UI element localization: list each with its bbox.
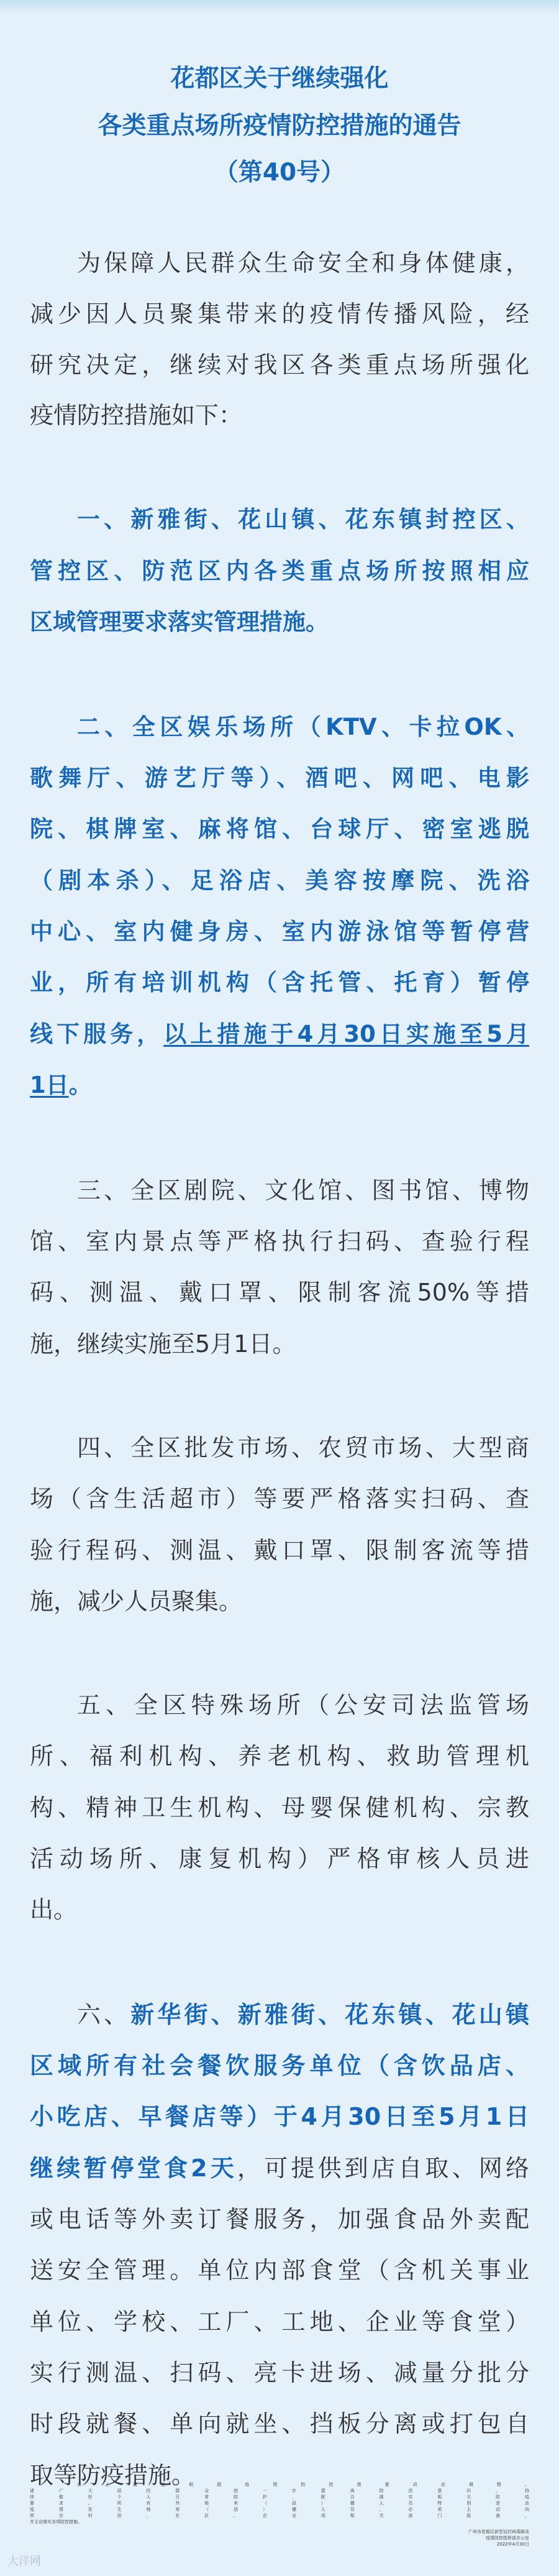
item-6-line: 小吃店、早餐店等）于4月30日至5月1日 xyxy=(30,2103,529,2130)
closing-line: 所在村居、社区、企业或相关部门报备， xyxy=(30,2513,529,2518)
closing-line: 并主动落实各项防控措施。 xyxy=(30,2519,82,2524)
item-3-line: 三、全区剧院、文化馆、图书馆、博物 xyxy=(77,1177,529,1204)
item-1-line: 管控区、防范区内各类重点场所按照相应 xyxy=(30,558,529,584)
item-1-line: 区域管理要求落实管理措施。 xyxy=(30,609,329,635)
intro-line: 减少因人员聚集带来的疫情传播风险，经 xyxy=(30,300,529,328)
item-6-line xyxy=(77,2003,529,2026)
title-line-3: （第40号） xyxy=(214,159,345,186)
item-5-line: 活动场所、康复机构）严格审核人员进 xyxy=(30,1845,529,1872)
item-5-line: 构、精神卫生机构、母婴保健机构、宗教 xyxy=(30,1794,529,1821)
item-2-line: 二、全区娱乐场所（KTV、卡拉OK、 xyxy=(77,714,529,740)
item-2-line-8-end: 。 xyxy=(68,1072,92,1098)
item-2-line-7-plain: 线下服务， xyxy=(30,1021,164,1047)
item-6-suspend-text: 继续暂停堂食2天 xyxy=(30,2155,238,2182)
item-6-line: 或电话等外卖订餐服务，加强食品外卖配 xyxy=(30,2206,529,2233)
item-6-line: 时段就餐、单向就坐、挡板分离或打包自 xyxy=(30,2410,529,2437)
title-line-2: 各类重点场所疫情防控措施的通告 xyxy=(98,112,461,140)
item-2-line: 中心、室内健身房、室内游泳馆等暂停营 xyxy=(30,918,529,945)
item-2-line: 业，所有培训机构（含托管、托育）暂停 xyxy=(30,969,529,996)
item-2-line: 歌舞厅、游艺厅等）、酒吧、网吧、电影 xyxy=(30,765,529,791)
item-6-line: 送安全管理。单位内部食堂（含机关事业 xyxy=(30,2256,529,2284)
closing-line: 请广大居民群众进一步提高防范意识，持 xyxy=(30,2488,529,2493)
item-6-prefix: 六、 xyxy=(77,2001,131,2028)
signature-line: 疫情防控指挥部办公室 xyxy=(486,2536,529,2541)
item-6-line: 取等防疫措施。 xyxy=(30,2462,196,2489)
item-2-line xyxy=(30,1074,529,1097)
item-6-line: 区域所有社会餐饮服务单位（含饮品店、 xyxy=(30,2052,529,2079)
intro-line: 疫情防控措施如下： xyxy=(30,402,243,429)
item-2-underlined-text: 以上措施于4月30日实施至5月 xyxy=(163,1021,530,1047)
item-3-line: 施，继续实施至5月1日。 xyxy=(30,1330,296,1358)
item-5-line: 所、福利机构、养老机构、救助管理机 xyxy=(30,1742,529,1770)
item-1-line: 一、新雅街、花山镇、花东镇封控区、 xyxy=(77,506,529,533)
item-4-line: 施，减少人员聚集。 xyxy=(30,1588,243,1615)
signature-line: 广州市花都区新型冠状病毒肺炎 xyxy=(468,2529,529,2534)
intro-line: 为保障人民群众生命安全和身体健康， xyxy=(77,249,529,277)
item-4-line: 四、全区批发市场、农贸市场、大型商 xyxy=(77,1434,529,1461)
item-6-line: 实行测温、扫码、亮卡进场、减量分批分 xyxy=(30,2359,529,2386)
title-line-1: 花都区关于继续强化 xyxy=(170,65,389,93)
closing-line: 以上措施根据疫情防控需要动态调整。 xyxy=(77,2482,529,2487)
item-2-line xyxy=(30,1023,529,1046)
item-6-line-4-rest: ，可提供到店自取、网络 xyxy=(237,2155,529,2182)
closing-line: 要求。所有外地来（返）穗人员特别是由 xyxy=(30,2501,529,2506)
item-6-line: 单位、学校、工厂、工地、企业等食堂） xyxy=(30,2308,529,2335)
watermark-logo: 大洋网 xyxy=(7,2555,41,2568)
notice-date: 2022年4月30日 xyxy=(496,2542,529,2547)
item-5-line: 出。 xyxy=(30,1896,78,1923)
item-5-line: 五、全区特殊场所（公安司法监管场 xyxy=(77,1691,529,1719)
closing-line: 疫情发生地来（返）穗人员，必须主动向 xyxy=(30,2507,529,2512)
item-6-line xyxy=(30,2156,529,2180)
closing-line: 续做好个人日常防护，配合落实相关防疫 xyxy=(30,2495,529,2500)
intro-line: 研究决定，继续对我区各类重点场所强化 xyxy=(30,351,529,379)
item-4-line: 验行程码、测温、戴口罩、限制客流等措 xyxy=(30,1537,529,1564)
item-2-underlined-date: 1日 xyxy=(30,1072,69,1098)
item-2-line: 院、棋牌室、麻将馆、台球厅、密室逃脱 xyxy=(30,816,529,842)
item-2-line: （剧本杀）、足浴店、美容按摩院、洗浴 xyxy=(30,867,529,894)
item-6-area-list: 新华街、新雅街、花东镇、花山镇 xyxy=(130,2001,529,2028)
item-4-line: 场（含生活超市）等要严格落实扫码、查 xyxy=(30,1485,529,1512)
item-3-line: 码、测温、戴口罩、限制客流50%等措 xyxy=(30,1279,529,1306)
item-3-line: 馆、室内景点等严格执行扫码、查验行程 xyxy=(30,1228,529,1255)
